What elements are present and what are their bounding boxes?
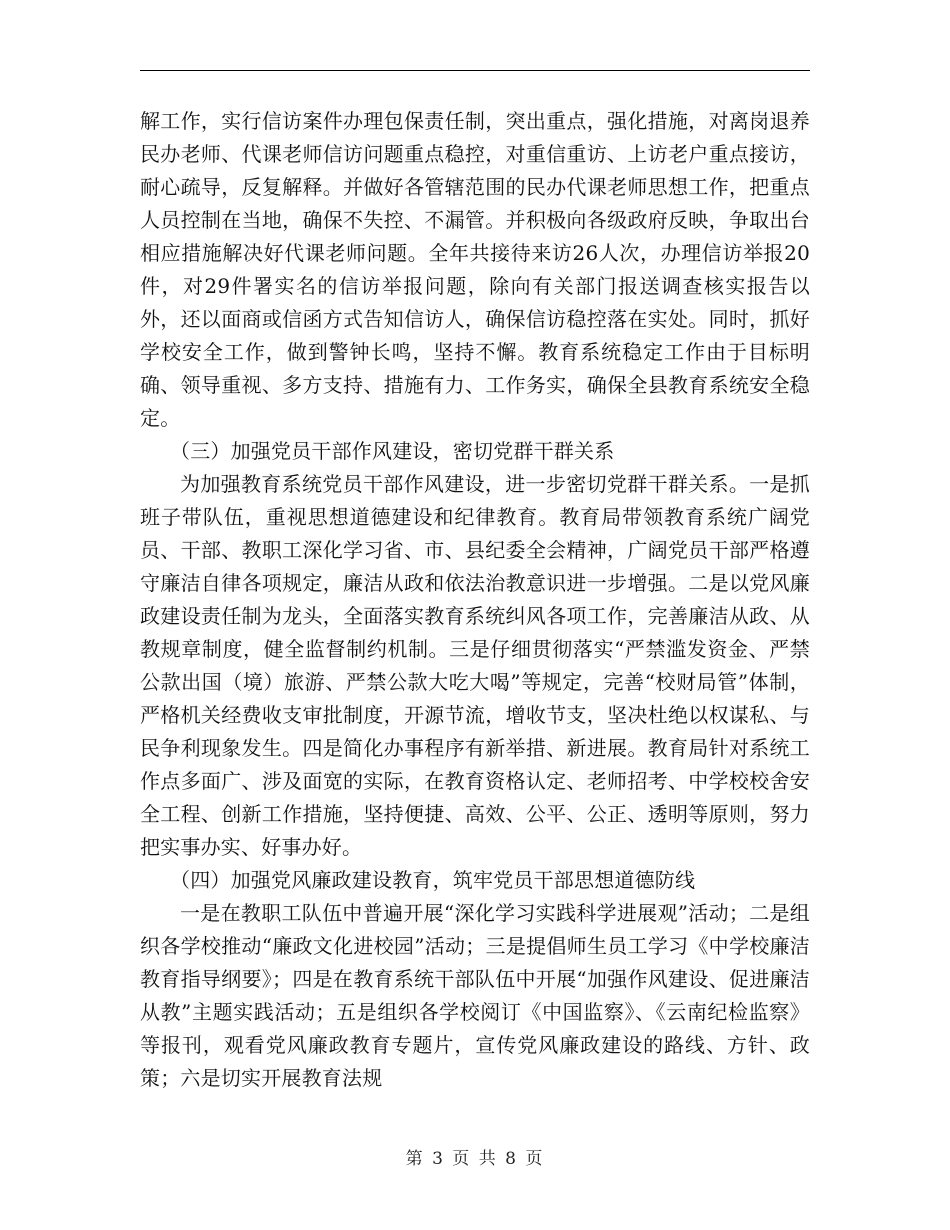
header-rule <box>140 70 810 71</box>
paragraph-party-conduct: 为加强教育系统党员干部作风建设，进一步密切党群干群关系。一是抓班子带队伍，重视思想道德建设和纪律教育。教育局带领教育系统广阔党员、干部、教职工深化学习省、市、县纪委全会精神，广阔党员干部严格遵守廉洁自律各项规定，廉洁从政和依法治教意识进一步增强。二是以党风廉政建设责任制为龙头，全面落实教育系统纠风各项工作，完善廉洁从政、从教规章制度，健全监督制约机制。三是仔细贯彻落实“严禁滥发资金、严禁公款出国（境）旅游、严禁公款大吃大喝”等规定，完善“校财局管”体制，严格机关经费收支审批制度，开源节流，增收节支，坚决杜绝以权谋私、与民争利现象发生。四是简化办事程序有新举措、新进展。教育局针对系统工作点多面广、涉及面宽的实际，在教育资格认定、老师招考、中学校校舍安全工程、创新工作措施，坚持便捷、高效、公平、公正、透明等原则，努力把实事办实、好事办好。 <box>140 472 810 859</box>
page-number-footer: 第 3 页 共 8 页 <box>405 1149 545 1169</box>
section-heading-4: （四）加强党风廉政建设教育，筑牢党员干部思想道德防线 <box>170 868 696 892</box>
paragraph-letters-and-visits: 解工作，实行信访案件办理包保责任制，突出重点，强化措施，对离岗退养民办老师、代课老师信访问题重点稳控，对重信重访、上访老户重点接访，耐心疏导，反复解释。并做好各管辖范围的民办代课老师思想工作，把重点人员控制在当地，确保不失控、不漏管。并积极向各级政府反映，争取出台相应措施解决好代课老师问题。全年共接待来访26人次，办理信访举报20件，对29件署实名的信访举报问题，除向有关部门报送调查核实报告以外，还以面商或信函方式告知信访人，确保信访稳控落在实处。同时，抓好学校安全工作，做到警钟长鸣，坚持不懈。教育系统稳定工作由于目标明确、领导重视、多方支持、措施有力、工作务实，确保全县教育系统安全稳定。 <box>140 109 810 430</box>
paragraph-integrity-education: 一是在教职工队伍中普遍开展“深化学习实践科学进展观”活动；二是组织各学校推动“廉政文化进校园”活动；三是提倡师生员工学习《中学校廉洁教育指导纲要》；四是在教育系统干部队伍中开展“加强作风建设、促进廉洁从教”主题实践活动；五是组织各学校阅订《中国监察》、《云南纪检监察》等报刊，观看党风廉政教育专题片，宣传党风廉政建设的路线、方针、政策；六是切实开展教育法规 <box>140 901 810 1090</box>
document-body <box>140 105 810 1095</box>
section-heading-3: （三）加强党员干部作风建设，密切党群干群关系 <box>170 439 615 463</box>
